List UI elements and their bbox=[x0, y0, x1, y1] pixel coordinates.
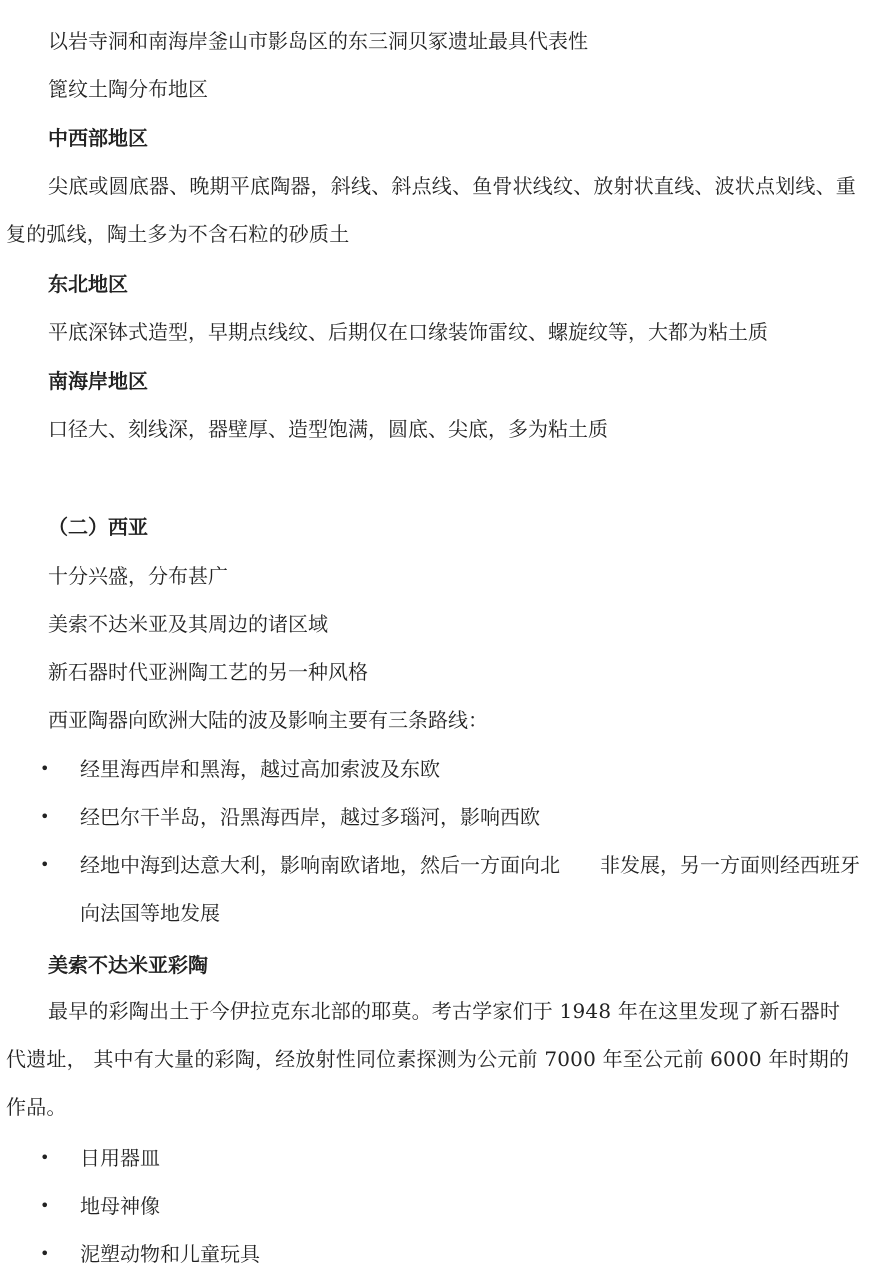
list-item-text: 地母神像 bbox=[80, 1194, 160, 1218]
list-item-route-3 bbox=[40, 841, 860, 937]
heading-west-asia: （二）西亚 bbox=[48, 515, 148, 539]
paragraph-south-coast: 口径大、刻线深，器壁厚、造型饱满，圆底、尖底，多为粘土质 bbox=[48, 417, 608, 441]
text-line-another-style: 新石器时代亚洲陶工艺的另一种风格 bbox=[48, 660, 368, 684]
heading-south-coast: 南海岸地区 bbox=[48, 369, 148, 393]
text-line-comb-pattern-regions: 篦纹土陶分布地区 bbox=[48, 77, 208, 101]
bullet-icon: • bbox=[40, 1244, 50, 1263]
list-item-text: 日用器皿 bbox=[80, 1146, 160, 1170]
text-line-representative-sites: 以岩寺洞和南海岸釜山市影岛区的东三洞贝冢遗址最具代表性 bbox=[48, 29, 588, 53]
heading-northeast: 东北地区 bbox=[48, 272, 128, 296]
heading-central-west: 中西部地区 bbox=[48, 126, 148, 150]
paragraph-central-west: 尖底或圆底器、晚期平底陶器，斜线、斜点线、鱼骨状线纹、放射状直线、波状点划线、重复的弧线，陶土多为不含石粒的砂质土 bbox=[6, 174, 856, 246]
bullet-icon: • bbox=[40, 807, 50, 826]
paragraph-northeast: 平底深钵式造型，早期点线纹、后期仅在口缘装饰雷纹、螺旋纹等，大都为粘土质 bbox=[48, 320, 768, 344]
bullet-icon: • bbox=[40, 1196, 50, 1215]
list-item-text: 经巴尔干半岛，沿黑海西岸，越过多瑙河，影响西欧 bbox=[80, 805, 540, 829]
list-item-text: 泥塑动物和儿童玩具 bbox=[80, 1242, 260, 1266]
heading-mesopotamia-painted-pottery: 美索不达米亚彩陶 bbox=[48, 953, 208, 977]
bullet-icon: • bbox=[40, 855, 50, 874]
bullet-icon: • bbox=[40, 1148, 50, 1167]
paragraph-mesopotamia: 最早的彩陶出土于今伊拉克东北部的耶莫。考古学家们于 1948 年在这里发现了新石器时代遗址， 其中有大量的彩陶，经放射性同位素探测为公元前 7000 年至公元前 6000 年时期的作品。 bbox=[6, 999, 850, 1119]
list-item-text: 经里海西岸和黑海，越过高加索波及东欧 bbox=[80, 757, 440, 781]
text-line-mesopotamia-regions: 美索不达米亚及其周边的诸区域 bbox=[48, 612, 328, 636]
text-line-three-routes: 西亚陶器向欧洲大陆的波及影响主要有三条路线： bbox=[48, 708, 488, 732]
bullet-icon: • bbox=[40, 759, 50, 778]
list-item-text: 经地中海到达意大利，影响南欧诸地，然后一方面向北 非发展，另一方面则经西班牙向法国等地发展 bbox=[80, 853, 860, 925]
text-line-flourishing: 十分兴盛，分布甚广 bbox=[48, 564, 228, 588]
